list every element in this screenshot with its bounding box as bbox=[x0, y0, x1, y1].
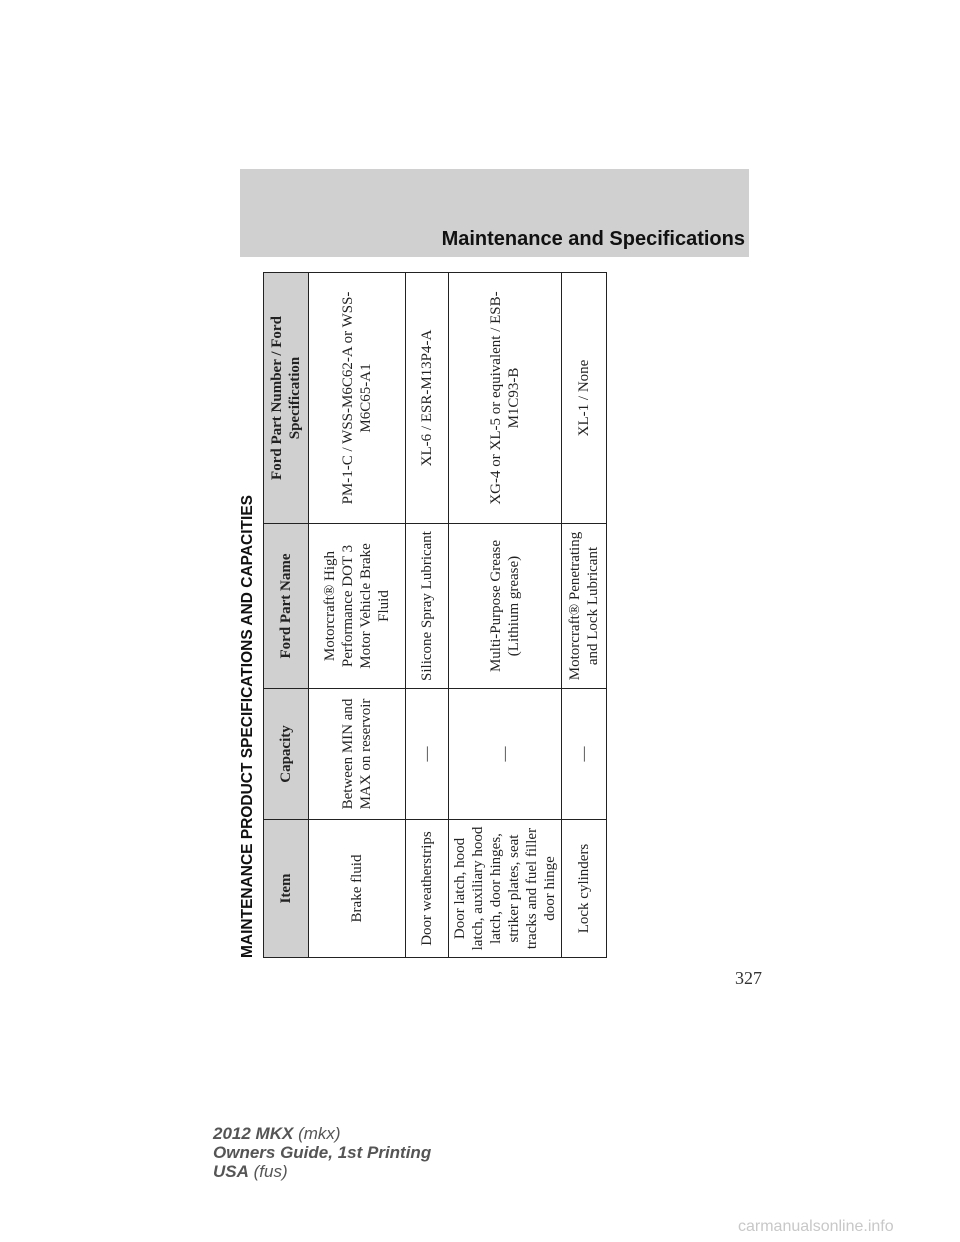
print-footer bbox=[213, 1124, 431, 1181]
footer-model-line bbox=[213, 1124, 431, 1143]
cell-part-number: XG-4 or XL-5 or equivalent / ESB-M1C93-B bbox=[449, 273, 562, 524]
specifications-table bbox=[263, 272, 607, 958]
footer-market-line bbox=[213, 1162, 431, 1181]
watermark-link[interactable]: carmanualsonline.info bbox=[738, 1218, 894, 1235]
cell-item: Lock cylinders bbox=[562, 820, 607, 958]
cell-part-name: Silicone Spray Lubricant bbox=[406, 524, 449, 689]
cell-item: Door latch, hood latch, auxiliary hood latch, door hinges, striker plates, seat tracks and fuel filler door hinge bbox=[449, 820, 562, 958]
footer-model: 2012 MKX bbox=[213, 1124, 294, 1143]
cell-part-number: XL-6 / ESR-M13P4-A bbox=[406, 273, 449, 524]
page-number: 327 bbox=[735, 968, 762, 988]
footer-model-code: (mkx) bbox=[298, 1124, 341, 1143]
cell-part-name: Motorcraft® High Performance DOT 3 Motor Vehicle Brake Fluid bbox=[309, 524, 406, 689]
cell-part-name: Motorcraft® Penetrating and Lock Lubricant bbox=[562, 524, 607, 689]
table-header-row bbox=[264, 273, 309, 958]
column-header-capacity: Capacity bbox=[264, 689, 309, 820]
footer-market: USA bbox=[213, 1162, 249, 1181]
table-caption: MAINTENANCE PRODUCT SPECIFICATIONS AND CAPACITIES bbox=[239, 494, 256, 958]
rotated-table-block bbox=[233, 273, 601, 958]
column-header-item: Item bbox=[264, 820, 309, 958]
cell-item: Brake fluid bbox=[309, 820, 406, 958]
section-title: Maintenance and Specifications bbox=[441, 228, 745, 250]
cell-part-number: XL-1 / None bbox=[562, 273, 607, 524]
cell-capacity: — bbox=[449, 689, 562, 820]
cell-capacity: Between MIN and MAX on reservoir bbox=[309, 689, 406, 820]
table-row bbox=[562, 273, 607, 958]
footer-guide-line bbox=[213, 1143, 431, 1162]
cell-capacity: — bbox=[406, 689, 449, 820]
column-header-part-name: Ford Part Name bbox=[264, 524, 309, 689]
table-row bbox=[406, 273, 449, 958]
cell-capacity: — bbox=[562, 689, 607, 820]
column-header-part-number: Ford Part Number / Ford Specification bbox=[264, 273, 309, 524]
footer-market-code: (fus) bbox=[253, 1162, 288, 1181]
footer-guide: Owners Guide, 1st Printing bbox=[213, 1143, 432, 1162]
table-row bbox=[449, 273, 562, 958]
cell-part-number: PM-1-C / WSS-M6C62-A or WSS-M6C65-A1 bbox=[309, 273, 406, 524]
table-row bbox=[309, 273, 406, 958]
cell-item: Door weatherstrips bbox=[406, 820, 449, 958]
cell-part-name: Multi-Purpose Grease (Lithium grease) bbox=[449, 524, 562, 689]
